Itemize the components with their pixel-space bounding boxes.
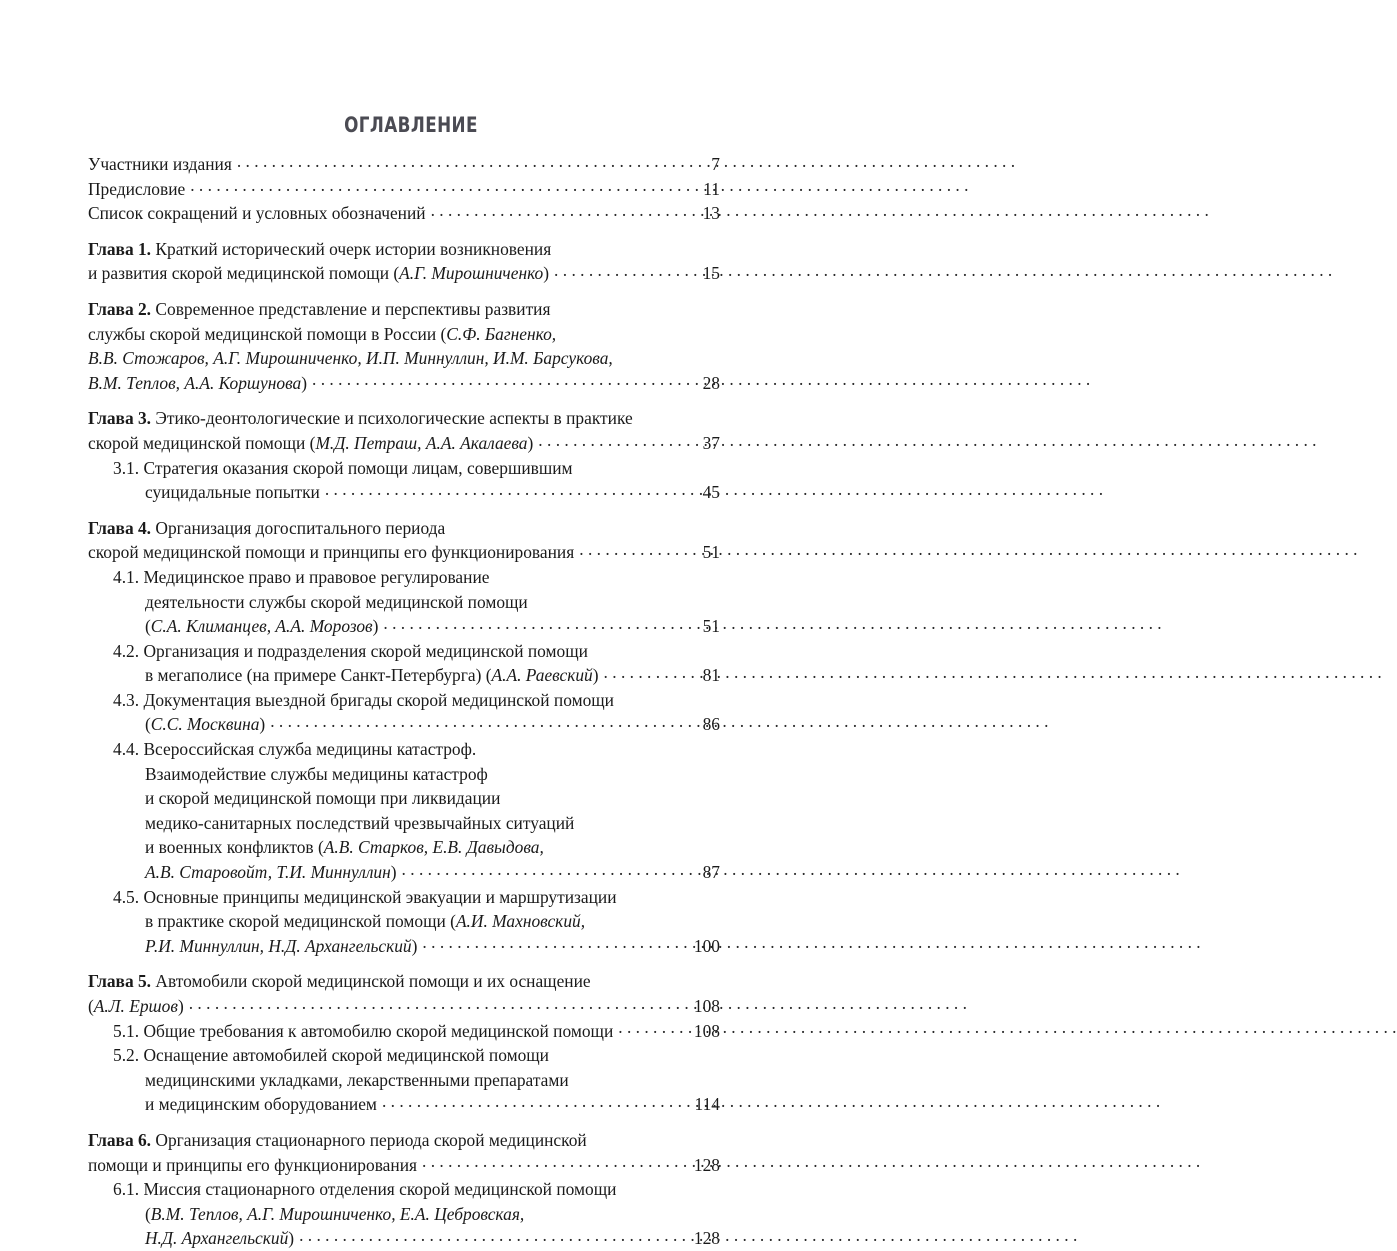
chapter-authors-line-3 xyxy=(88,346,720,371)
dot-leader xyxy=(431,202,692,219)
section-title-cont: медицинскими укладками, лекарственными препаратами xyxy=(145,1069,569,1090)
chapter-title: Краткий исторический очерк истории возникновения xyxy=(151,238,552,259)
chapter-number: Глава 3. xyxy=(88,408,152,429)
dot-leader xyxy=(237,153,692,170)
dot-leader xyxy=(382,1093,692,1110)
toc-section-5-2-line-2 xyxy=(88,1068,720,1093)
chapter-number: Глава 2. xyxy=(88,298,152,319)
toc-section-4-2[interactable] xyxy=(88,639,720,664)
chapter-title: Автомобили скорой медицинской помощи и их оснащение xyxy=(151,971,591,992)
toc-page-number: 51 xyxy=(702,616,720,637)
section-authors: С.С. Москвина xyxy=(150,714,260,735)
toc-page-number: 108 xyxy=(693,1020,720,1041)
section-authors: Р.И. Миннуллин, Н.Д. Архангельский xyxy=(145,935,412,956)
toc-chapter-4[interactable] xyxy=(88,516,720,959)
toc-entry-label: Предисловие xyxy=(88,178,186,199)
chapter-title-line xyxy=(88,237,720,262)
toc-entry-uchastniki[interactable] xyxy=(88,152,720,177)
chapter-paren-close: ) xyxy=(543,263,550,284)
dot-leader xyxy=(270,713,692,730)
chapter-title-line xyxy=(88,516,720,541)
section-title-cont: в мегаполисе (на примере Санкт-Петербурга) ( xyxy=(145,665,492,686)
chapter-authors: М.Д. Петраш, А.А. Акалаева xyxy=(315,432,528,453)
dot-leader xyxy=(402,861,692,878)
toc-chapter-3[interactable] xyxy=(88,406,720,504)
front-matter-group xyxy=(88,152,720,226)
dot-leader xyxy=(189,995,692,1012)
toc-page-number: 87 xyxy=(702,862,720,883)
section-title-cont: деятельности службы скорой медицинской помощи xyxy=(145,591,528,612)
toc-section-4-4-line-2 xyxy=(88,762,720,787)
toc-section-6-1[interactable] xyxy=(88,1177,720,1202)
toc-page-number: 86 xyxy=(702,714,720,735)
section-paren-close: ) xyxy=(592,665,599,686)
toc-section-4-3[interactable] xyxy=(88,688,720,713)
dot-leader xyxy=(538,432,692,449)
section-paren-close: ) xyxy=(288,1228,295,1249)
toc-page-number: 108 xyxy=(693,996,720,1016)
toc-section-4-4-line-4 xyxy=(88,811,720,836)
section-paren-close: ) xyxy=(390,862,397,883)
toc-entries-container xyxy=(88,152,720,1251)
chapter-title-line xyxy=(88,969,720,994)
section-paren-open: ( xyxy=(145,616,151,637)
chapter-title-cont: и развития скорой медицинской помощи ( xyxy=(88,263,400,284)
section-title-cont: и скорой медицинской помощи при ликвидации xyxy=(145,788,501,809)
section-number: 3.1. xyxy=(113,457,140,478)
section-authors: А.А. Раевский xyxy=(491,665,593,686)
chapter-title-line-2 xyxy=(88,261,720,286)
toc-section-3-1-line-2 xyxy=(88,480,720,505)
toc-page-number: 100 xyxy=(693,935,720,956)
toc-section-4-4-line-5 xyxy=(88,835,720,860)
dot-leader xyxy=(554,262,692,279)
toc-chapter-5[interactable] xyxy=(88,969,720,1117)
toc-section-4-1-line-2 xyxy=(88,590,720,615)
chapter-paren-close: ) xyxy=(177,996,184,1016)
chapter-title-line-2 xyxy=(88,431,720,456)
section-authors: С.А. Климанцев, А.А. Морозов xyxy=(150,616,373,637)
toc-page-number: 128 xyxy=(693,1154,720,1175)
chapter-number: Глава 1. xyxy=(88,238,152,259)
chapter-authors: С.Ф. Багненко, xyxy=(446,323,557,344)
section-authors: Н.Д. Архангельский xyxy=(145,1228,289,1249)
section-number: 6.1. xyxy=(113,1179,140,1200)
chapter-title-line xyxy=(88,406,720,431)
toc-page-number: 114 xyxy=(694,1094,720,1115)
section-paren-open: ( xyxy=(145,714,151,735)
chapter-number: Глава 6. xyxy=(88,1129,152,1150)
toc-section-4-5[interactable] xyxy=(88,885,720,910)
toc-section-6-1-line-2 xyxy=(88,1202,720,1227)
section-number: 5.2. xyxy=(113,1045,140,1066)
section-authors: А.И. Махновский, xyxy=(455,911,586,932)
toc-section-4-2-line-2 xyxy=(88,663,720,688)
chapter-authors: А.Л. Ершов xyxy=(93,996,178,1016)
toc-page-number: 81 xyxy=(702,665,720,686)
section-paren-close: ) xyxy=(259,714,266,735)
chapter-paren-open: ( xyxy=(88,996,94,1016)
toc-section-4-4-line-6 xyxy=(88,860,720,885)
toc-page-number: 51 xyxy=(702,542,720,563)
toc-section-3-1[interactable] xyxy=(88,456,720,481)
dot-leader xyxy=(325,481,692,498)
dot-leader xyxy=(422,1153,692,1170)
chapter-authors: А.Г. Мирошниченко xyxy=(399,263,544,284)
toc-section-4-5-line-2 xyxy=(88,909,720,934)
section-title: Всероссийская служба медицины катастроф. xyxy=(139,739,477,760)
toc-page-number: 37 xyxy=(702,432,720,453)
chapter-title: Организация стационарного периода скорой медицинской xyxy=(151,1129,587,1150)
toc-page-number: 15 xyxy=(702,263,720,284)
toc-page-number: 13 xyxy=(702,203,720,224)
chapter-paren-close: ) xyxy=(527,432,534,453)
section-title: Оснащение автомобилей скорой медицинской помощи xyxy=(139,1045,549,1066)
toc-section-4-4-line-3 xyxy=(88,786,720,811)
chapter-title-cont: скорой медицинской помощи и принципы его функционирования xyxy=(88,542,575,563)
section-paren-open: ( xyxy=(145,1203,151,1224)
toc-entry-spisok-sokrashcheniy[interactable] xyxy=(88,201,720,226)
chapter-title: Этико-деонтологические и психологические аспекты в практике xyxy=(151,408,633,429)
section-title: Документация выездной бригады скорой медицинской помощи xyxy=(139,689,614,710)
dot-leader xyxy=(299,1227,692,1244)
toc-section-4-1[interactable] xyxy=(88,565,720,590)
dot-leader xyxy=(312,371,692,388)
dot-leader xyxy=(383,615,692,632)
toc-page-number: 7 xyxy=(711,154,720,174)
section-number: 4.4. xyxy=(113,739,140,760)
dot-leader xyxy=(190,177,692,194)
chapter-authors: В.М. Теплов, А.А. Коршунова xyxy=(88,372,302,393)
chapter-paren-close: ) xyxy=(301,372,308,393)
section-authors: А.В. Старков, Е.В. Давыдова, xyxy=(323,837,544,858)
toc-entry-label: Список сокращений и условных обозначений xyxy=(88,203,426,224)
section-title: Миссия стационарного отделения скорой медицинской помощи xyxy=(139,1179,617,1200)
toc-section-4-4[interactable] xyxy=(88,737,720,762)
chapter-authors-line-4 xyxy=(88,371,720,396)
page-title: ОГЛАВЛЕНИЕ xyxy=(344,113,478,137)
section-paren-close: ) xyxy=(372,616,379,637)
section-title-cont: медико-санитарных последствий чрезвычайных ситуаций xyxy=(145,812,575,833)
dot-leader xyxy=(422,934,691,951)
dot-leader xyxy=(579,541,692,558)
section-title-cont: и медицинским оборудованием xyxy=(145,1094,377,1115)
section-title-cont: в практике скорой медицинской помощи ( xyxy=(145,911,456,932)
section-number: 4.2. xyxy=(113,640,140,661)
chapter-title-line-2 xyxy=(88,1153,720,1178)
chapter-title: Современное представление и перспективы развития xyxy=(151,298,551,319)
chapter-title-cont: службы скорой медицинской помощи в России ( xyxy=(88,323,447,344)
section-title: Стратегия оказания скорой помощи лицам, совершившим xyxy=(139,457,573,478)
toc-chapter-6[interactable] xyxy=(88,1128,720,1251)
section-title-cont: и военных конфликтов ( xyxy=(145,837,324,858)
section-title-cont: Взаимодействие службы медицины катастроф xyxy=(145,763,488,784)
toc-section-5-2[interactable] xyxy=(88,1043,720,1068)
section-title: Основные принципы медицинской эвакуации и маршрутизации xyxy=(139,886,617,907)
toc-chapter-2[interactable] xyxy=(88,297,720,395)
toc-page-number: 45 xyxy=(702,482,720,503)
toc-page-number: 28 xyxy=(702,372,720,393)
toc-section-4-3-line-2 xyxy=(88,712,720,737)
section-number: 4.3. xyxy=(113,689,140,710)
toc-section-4-5-line-3 xyxy=(88,934,720,959)
chapter-title-line-2 xyxy=(88,322,720,347)
chapter-title-cont: помощи и принципы его функционирования xyxy=(88,1154,418,1175)
dot-leader xyxy=(618,1019,692,1036)
chapter-title: Организация догоспитального периода xyxy=(151,517,446,538)
chapter-title-line xyxy=(88,297,720,322)
chapter-number: Глава 4. xyxy=(88,517,152,538)
section-title: Организация и подразделения скорой медицинской помощи xyxy=(139,640,588,661)
toc-section-5-1[interactable] xyxy=(88,1019,720,1044)
toc-section-5-2-line-3 xyxy=(88,1092,720,1117)
section-paren-close: ) xyxy=(411,935,418,956)
toc-entry-predislovie[interactable] xyxy=(88,177,720,202)
toc-entry-label: Участники издания xyxy=(88,154,232,174)
toc-chapter-1[interactable] xyxy=(88,237,720,286)
chapter-title-line-2 xyxy=(88,994,720,1019)
section-number: 4.1. xyxy=(113,566,140,587)
chapter-title-line xyxy=(88,1128,720,1153)
section-title: Общие требования к автомобилю скорой медицинской помощи xyxy=(139,1020,614,1041)
section-authors: А.В. Старовойт, Т.И. Миннуллин xyxy=(145,862,391,883)
toc-page-number: 128 xyxy=(693,1228,720,1249)
chapter-number: Глава 5. xyxy=(88,971,152,992)
section-number: 5.1. xyxy=(113,1020,140,1041)
toc-section-4-1-line-3 xyxy=(88,614,720,639)
chapter-title-cont: скорой медицинской помощи ( xyxy=(88,432,316,453)
section-title-cont: суицидальные попытки xyxy=(145,482,320,503)
section-authors: В.М. Теплов, А.Г. Мирошниченко, Е.А. Цебровская, xyxy=(150,1203,525,1224)
toc-section-6-1-line-3 xyxy=(88,1226,720,1251)
section-title: Медицинское право и правовое регулирование xyxy=(139,566,490,587)
chapter-title-line-2 xyxy=(88,540,720,565)
dot-leader xyxy=(604,664,692,681)
section-number: 4.5. xyxy=(113,886,140,907)
chapter-authors: В.В. Стожаров, А.Г. Мирошниченко, И.П. Миннуллин, И.М. Барсукова, xyxy=(88,348,613,369)
toc-page-number: 11 xyxy=(703,178,720,199)
